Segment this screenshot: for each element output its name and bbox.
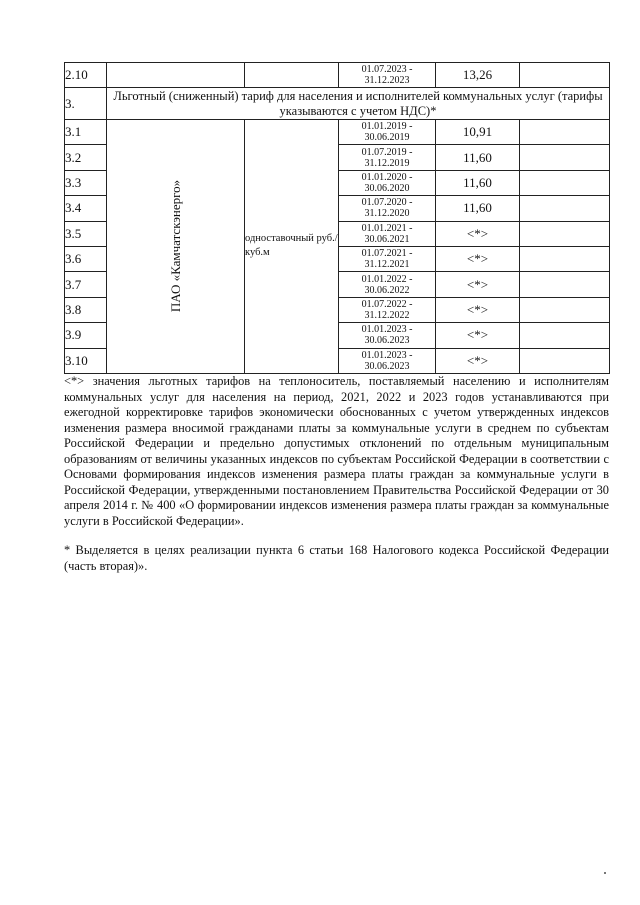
tariff-table: [64, 62, 610, 374]
empty-cell: [520, 145, 610, 170]
empty-cell: [520, 221, 610, 246]
empty-cell: [520, 63, 610, 88]
tariff-value: <*>: [436, 323, 520, 348]
tariff-value: <*>: [436, 221, 520, 246]
row-number: 3.9: [65, 323, 107, 348]
empty-cell: [520, 272, 610, 297]
footnote-vat: * Выделяется в целях реализации пункта 6 статьи 168 Налогового кодекса Российской Федерации (часть вторая)».: [64, 543, 609, 573]
tariff-value: <*>: [436, 348, 520, 373]
empty-cell: [520, 170, 610, 195]
tariff-value: 10,91: [436, 120, 520, 145]
tariff-value: <*>: [436, 297, 520, 322]
row-number: 3.3: [65, 170, 107, 195]
row-number: 3.6: [65, 246, 107, 271]
empty-cell: [520, 323, 610, 348]
section-row: [65, 88, 610, 120]
table-row: [65, 120, 610, 145]
tariff-value: <*>: [436, 246, 520, 271]
period-cell: 01.01.2022 - 30.06.2022: [339, 272, 436, 297]
empty-cell: [520, 246, 610, 271]
row-number: 3.10: [65, 348, 107, 373]
period-cell: 01.01.2023 - 30.06.2023: [339, 348, 436, 373]
table-row: [65, 63, 610, 88]
empty-cell: [520, 348, 610, 373]
empty-cell: [520, 297, 610, 322]
period-cell: 01.07.2021 - 31.12.2021: [339, 246, 436, 271]
tariff-type: одноставочный руб./куб.м: [245, 120, 339, 374]
tariff-value: <*>: [436, 272, 520, 297]
organization-name: ПАО «Камчатскэнерго»: [167, 180, 183, 313]
section-title: Льготный (сниженный) тариф для населения и исполнителей коммунальных услуг (тарифы указываются с учетом НДС)*: [107, 88, 610, 120]
organization-cell: [107, 120, 245, 374]
row-number: 3.8: [65, 297, 107, 322]
row-number: 3.4: [65, 196, 107, 221]
tariff-value: 13,26: [436, 63, 520, 88]
section-number: 3.: [65, 88, 107, 120]
period-cell: 01.01.2019 - 30.06.2019: [339, 120, 436, 145]
empty-cell: [107, 63, 245, 88]
tariff-value: 11,60: [436, 170, 520, 195]
tariff-value: 11,60: [436, 145, 520, 170]
period-cell: 01.01.2021 - 30.06.2021: [339, 221, 436, 246]
empty-cell: [520, 196, 610, 221]
period-cell: 01.07.2019 - 31.12.2019: [339, 145, 436, 170]
empty-cell: [245, 63, 339, 88]
period-cell: 01.01.2023 - 30.06.2023: [339, 323, 436, 348]
tariff-value: 11,60: [436, 196, 520, 221]
footnotes: [64, 374, 609, 574]
period-cell: 01.07.2022 - 31.12.2022: [339, 297, 436, 322]
empty-cell: [520, 120, 610, 145]
period-cell: 01.07.2023 - 31.12.2023: [339, 63, 436, 88]
row-number: 3.5: [65, 221, 107, 246]
scan-speck: [604, 872, 606, 874]
row-number: 3.2: [65, 145, 107, 170]
footnote-tariff: <*> значения льготных тарифов на теплоноситель, поставляемый населению и исполнителям коммунальных услуг для населения на период, 2021, 2022 и 2023 годов устанавливаются при ежегодной корректировке тарифов экономически обоснованных с учетом утвержденных индексов изменения размера вносимой гражданами платы за коммунальные услуги в среднем по субъектам Российской Федерации и предельно допустимых отклонений по отдельным муниципальным образованиям от величины указанных индексов по субъектам Российской Федерации в соответствии с Основами формирования индексов изменения размера платы граждан за коммунальные услуги в Российской Федерации, утвержденными постановлением Правительства Российской Федерации от 30 апреля 2014 г. № 400 «О формировании индексов изменения размера платы граждан за коммунальные услуги в Российской Федерации».: [64, 374, 609, 528]
row-number: 3.1: [65, 120, 107, 145]
row-number: 3.7: [65, 272, 107, 297]
row-number: 2.10: [65, 63, 107, 88]
period-cell: 01.07.2020 - 31.12.2020: [339, 196, 436, 221]
period-cell: 01.01.2020 - 30.06.2020: [339, 170, 436, 195]
